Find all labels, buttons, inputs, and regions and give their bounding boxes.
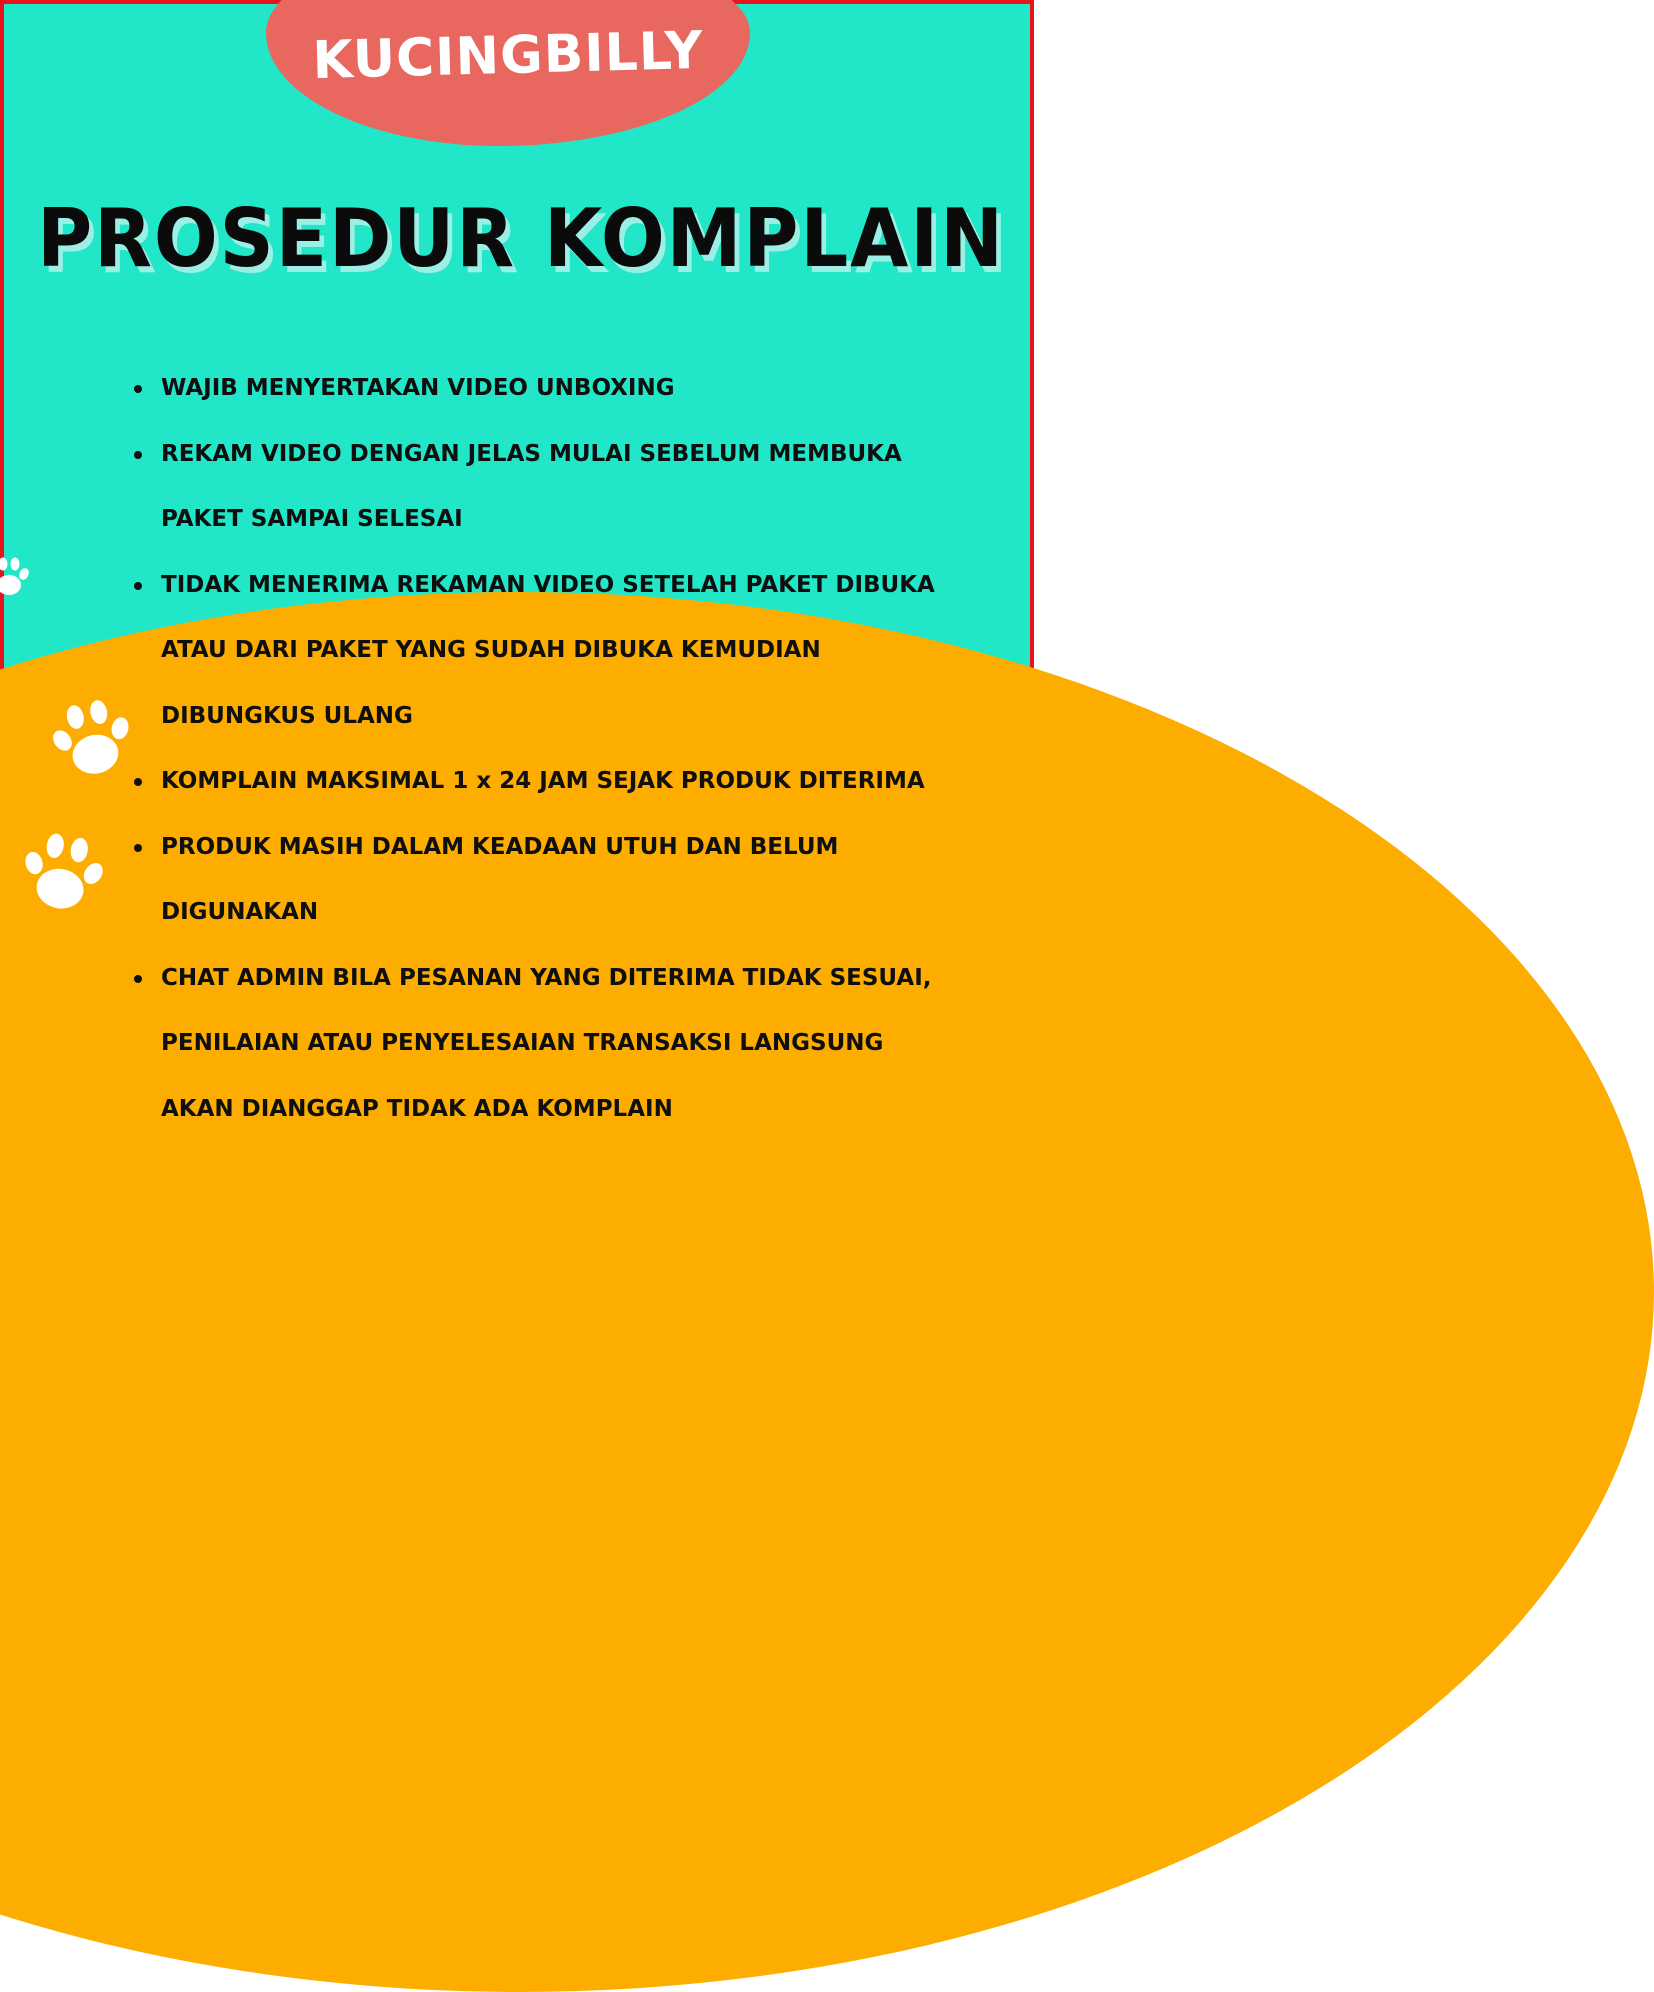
- rule-text: TIDAK MENERIMA REKAMAN VIDEO SETELAH PAKET DIBUKA ATAU DARI PAKET YANG SUDAH DIBUKA KEMUDIAN DIBUNGKUS ULANG: [161, 571, 935, 729]
- list-item: [134, 946, 954, 1143]
- rule-text: REKAM VIDEO DENGAN JELAS MULAI SEBELUM MEMBUKA PAKET SAMPAI SELESAI: [161, 440, 902, 532]
- rule-text: PRODUK MASIH DALAM KEADAAN UTUH DAN BELUM DIGUNAKAN: [161, 833, 839, 925]
- bullet-icon: [134, 451, 142, 459]
- list-item: [134, 422, 954, 553]
- poster: [0, 0, 1034, 1122]
- paw-icon: [16, 822, 110, 922]
- list-item: [134, 749, 954, 815]
- rules-list: [134, 356, 954, 1142]
- list-item: [134, 356, 954, 422]
- rule-text: KOMPLAIN MAKSIMAL 1 x 24 JAM SEJAK PRODUK DITERIMA: [161, 768, 925, 794]
- rule-text: CHAT ADMIN BILA PESANAN YANG DITERIMA TIDAK SESUAI, PENILAIAN ATAU PENYELESAIAN TRANSAKSI LANGSUNG AKAN DIANGGAP TIDAK ADA KOMPLAIN: [161, 964, 932, 1122]
- bullet-icon: [134, 844, 142, 852]
- bullet-icon: [134, 582, 142, 590]
- paw-icon: [46, 690, 138, 786]
- list-item: [134, 553, 954, 750]
- bullet-icon: [134, 975, 142, 983]
- paw-icon: [0, 542, 34, 612]
- bullet-icon: [134, 385, 142, 393]
- page-title: PROSEDUR KOMPLAIN: [37, 192, 1005, 285]
- brand-name: KUCINGBILLY: [311, 20, 705, 92]
- rule-text: WAJIB MENYERTAKAN VIDEO UNBOXING: [161, 375, 675, 401]
- list-item: [134, 815, 954, 946]
